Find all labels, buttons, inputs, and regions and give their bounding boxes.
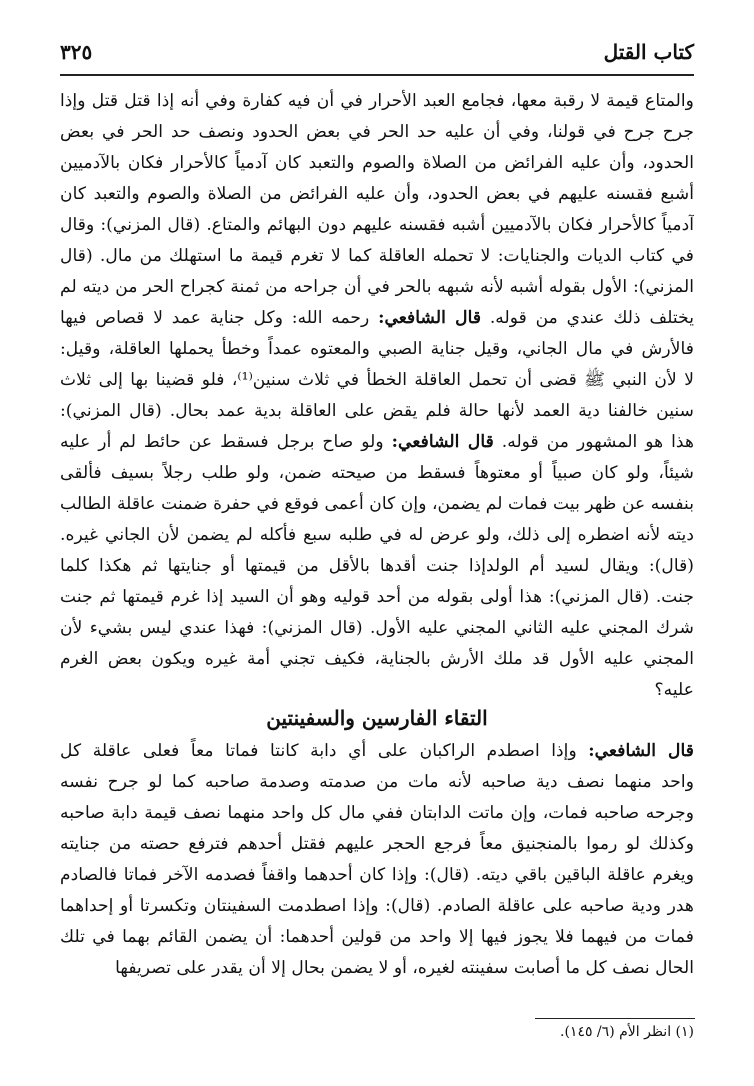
section-text-block: [60, 736, 694, 984]
text-line: فمات من فيهما فلا يجوز فيها إلا واحد من قولين أحدهما: أن يضمن القائم بهما في تلك: [60, 927, 694, 947]
text-line: المزني): الأول بقوله أشبه لأنه شبهه بالحر في أن جراحه من ثمنة كجراح الحر من ديته لم: [60, 277, 694, 297]
page-number: ٣٢٥: [60, 40, 93, 64]
text-line: الحدود، وأن عليه الفرائض من الصلاة والصوم والتعبد كان آدمياً كالأحرار فكان بالآدميين: [60, 153, 694, 173]
header-rule: [60, 74, 694, 76]
footnote-rule: [535, 1018, 695, 1019]
main-text-block: [60, 86, 694, 706]
text-line: المجني عليه الأول قد ملك الأرش بالجناية، فكيف تجني أمة غيره ويكون بعض الغرم: [60, 649, 694, 669]
text-line: (قال): ويقال لسيد أم الولدإذا جنت أقدها بالأقل من قيمتها أو جنايتها ثم هكذا كلما: [60, 556, 694, 576]
text-line: ديته لأنه اضطره إلى ذلك، ولو عرض له في طلبه سبع فأكله لم يضمن لأن الجاني غيره.: [60, 525, 694, 545]
text-line: هدر ودية صاحبه على عاقلة الصادم. (قال): وإذا اصطدمت السفينتان وتكسرتا أو إحداهما: [60, 896, 694, 916]
text-line: شيئاً، ولو كان صبياً أو معتوهاً فسقط من صيحته ضمن، ولو طلب رجلاً بسيف فألقى: [60, 463, 694, 483]
text-line: شرك المجني عليه الثاني المجني عليه الأول. (قال المزني): فهذا عندي ليس بشيء لأن: [60, 618, 694, 638]
running-title: كتاب القتل: [603, 40, 694, 64]
text-line: يختلف ذلك عندي من قوله. قال الشافعي: رحمه الله: وكل جناية عمد لا قصاص فيها: [60, 308, 694, 328]
footnote: (١) انظر الأم (٦/ ١٤٥).: [560, 1024, 694, 1040]
text-line: وجرحه صاحبه فمات، وإن ماتت الدابتان ففي مال كل واحد منهما نصف قيمة دابة صاحبه: [60, 803, 694, 823]
text-line: قال الشافعي: وإذا اصطدم الراكبان على أي دابة كانتا فماتا معاً فعلى عاقلة كل: [60, 741, 694, 761]
text-line: وكذلك لو رموا بالمنجنيق معاً فرجع الحجر عليهم فقتل أحدهم فترفع حصته من جنايته: [60, 834, 694, 854]
text-line: ويغرم عاقلة الباقين باقي ديته. (قال): وإذا كان أحدهما واقفاً فصدمه الآخر فماتا فالصادم: [60, 865, 694, 885]
text-line: والمتاع قيمة لا رقبة معها، فجامع العبد الأحرار في أن فيه كفارة وفي أنه إذا قتل قتل وإذا: [60, 91, 694, 111]
text-line: سنين خالفنا دية العمد لأنها حالة فلم يقض على العاقلة بدية عمد بحال. (قال المزني):: [60, 401, 694, 421]
text-line: بنفسه عن ظهر بيت فمات لم يضمن، وإن كان أعمى فوقع في حفرة ضمنت عاقلة الطالب: [60, 494, 694, 514]
text-line: لا لأن النبي ﷺ قضى أن تحمل العاقلة الخطأ في ثلاث سنين⁽¹⁾، فلو قضينا بها إلى ثلاث: [60, 370, 694, 390]
section-title: التقاء الفارسين والسفينتين: [266, 706, 488, 730]
text-line: فالأرش في مال الجاني، وقيل جناية الصبي والمعتوه عمداً وخطأ يحملها العاقلة، وقيل:: [60, 339, 694, 359]
text-line: واحد منهما نصف دية صاحبه لأنه مات من صدمته وصدمة صاحبه كما لو جرح نفسه: [60, 772, 694, 792]
text-line: في كتاب الديات والجنايات: لا تحمله العاقلة كما لا تغرم قيمة ما استهلك من مال. (قال: [60, 246, 694, 266]
text-line: جنت. (قال المزني): هذا أولى بقوله من أحد قوليه وهو أن السيد إذا غرم قيمتها ثم جنت: [60, 587, 694, 607]
page-header: [60, 40, 694, 70]
text-line: عليه؟: [654, 680, 694, 700]
text-line: أشبع فقسنه عليهم في بعض الحدود، وأن عليه الفرائض من الصلاة والصوم والتعبد كان: [60, 184, 694, 204]
text-line: هذا هو المشهور من قوله. قال الشافعي: ولو صاح برجل فسقط عن حائط لم أر عليه: [60, 432, 694, 452]
text-line: آدمياً كالأحرار فكان بالآدميين أشبه فقسنه عليهم دون البهائم والمتاع. (قال المزني): وقال: [60, 215, 694, 235]
text-line: جرح جرح في قولنا، وفي أن عليه حد الحر في بعض الحدود ونصف حد الحر في بعض: [60, 122, 694, 142]
text-line: الحال نصف كل ما أصابت سفينته لغيره، أو لا يضمن بحال إلا أن يقدر على تصريفها: [115, 958, 694, 978]
